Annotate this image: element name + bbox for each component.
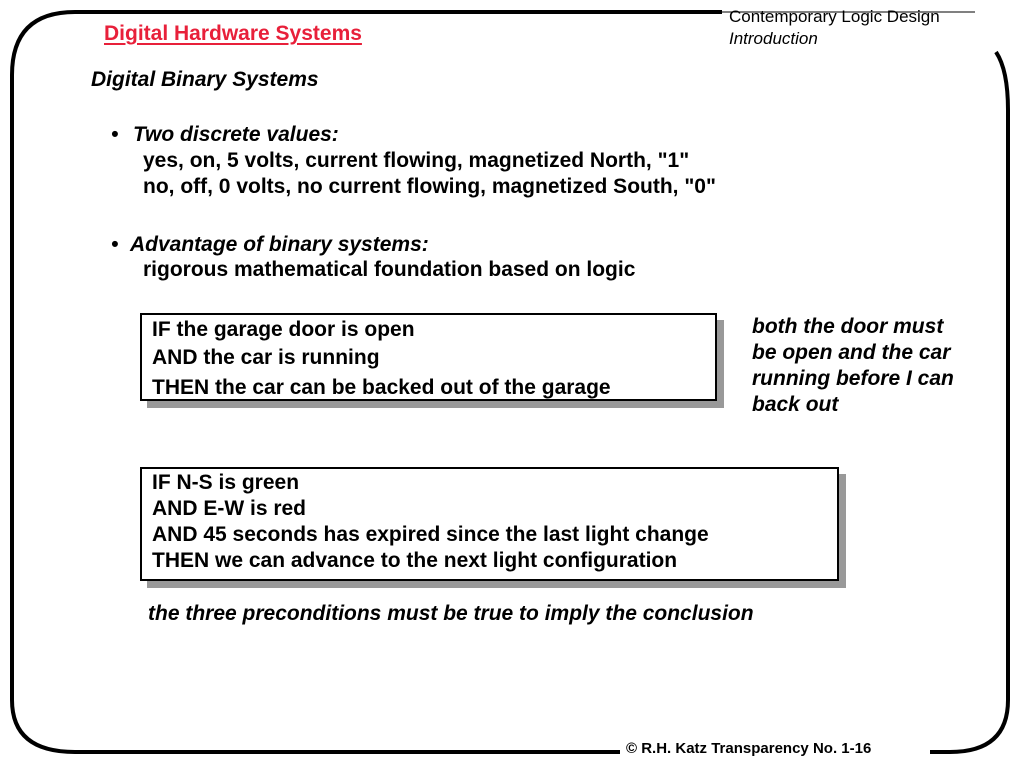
chapter-title: Introduction [729,29,818,48]
course-title: Contemporary Logic Design [729,7,940,26]
bullet-1-line-1: yes, on, 5 volts, current flowing, magnetized North, "1" [143,149,690,172]
traffic-rule-line-3: AND 45 seconds has expired since the last light change [152,523,709,546]
bullet-1-line-2: no, off, 0 volts, no current flowing, magnetized South, "0" [143,175,716,198]
garage-rule-line-2: AND the car is running [152,346,380,369]
bullet-1-marker: • [111,123,119,146]
traffic-rule-box [140,467,839,581]
traffic-rule-line-4: THEN we can advance to the next light configuration [152,549,678,572]
garage-note-line-3: running before I can [752,367,954,390]
garage-rule-line-3: THEN the car can be backed out of the garage [152,376,611,399]
bullet-2-heading: Advantage of binary systems: [130,233,429,256]
garage-rule-box [140,313,717,401]
slide-subtitle: Digital Binary Systems [91,68,319,91]
traffic-rule-line-2: AND E-W is red [152,497,307,520]
traffic-rule-line-1: IF N-S is green [152,471,300,494]
slide-footer: © R.H. Katz Transparency No. 1-16 [620,740,877,757]
bullet-2-line-1: rigorous mathematical foundation based on logic [143,258,636,281]
garage-rule-line-1: IF the garage door is open [152,318,415,341]
garage-note-line-2: be open and the car [752,341,951,364]
conclusion-note: the three preconditions must be true to imply the conclusion [148,602,754,625]
bullet-2-marker: • [111,233,119,256]
garage-note-line-4: back out [752,393,839,416]
garage-note-line-1: both the door must [752,315,944,338]
bullet-1-heading: Two discrete values: [133,123,339,146]
slide-section-title: Digital Hardware Systems [104,22,362,45]
